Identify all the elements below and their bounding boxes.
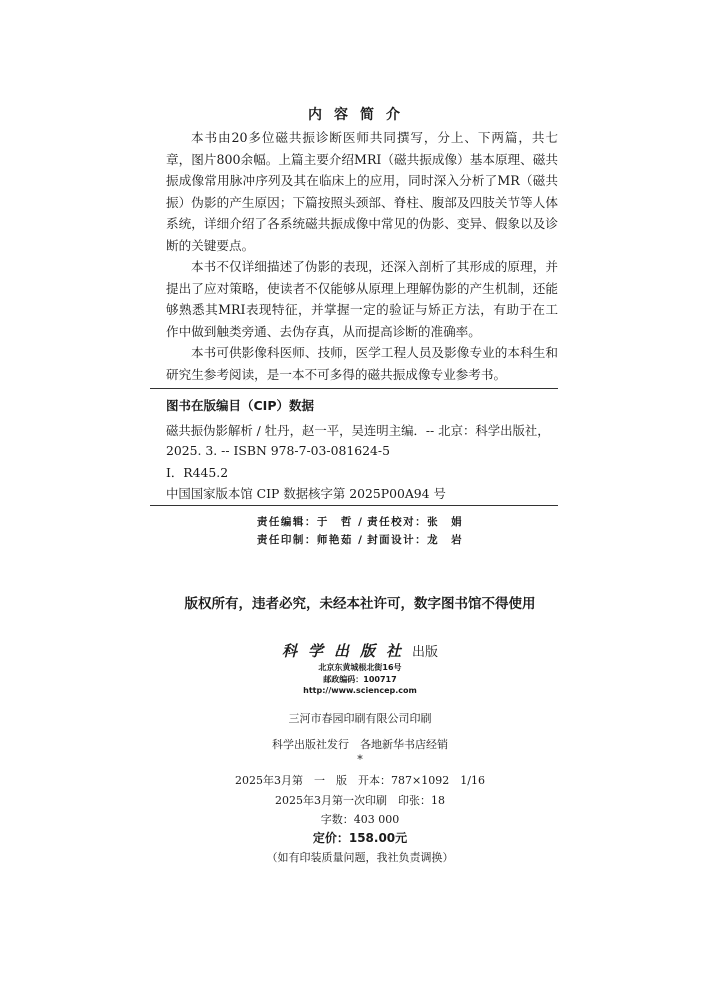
separator-star: * — [357, 753, 363, 766]
intro-body — [166, 127, 558, 385]
publisher-url: http://www.sciencep.com — [303, 686, 417, 695]
proofreader-credit: 责任校对：张 娟 — [367, 516, 464, 528]
intro-title: 内容简介 — [308, 107, 412, 123]
cover-designer-credit: 封面设计：龙 岩 — [367, 534, 464, 546]
publisher-postcode: 邮政编码：100717 — [323, 675, 397, 684]
staff-separator: / — [358, 516, 362, 528]
cip-line-3: Ⅰ．R445.2 — [166, 465, 229, 480]
staff-line-2 — [0, 532, 720, 547]
editor-credit: 责任编辑：于 哲 — [256, 516, 353, 528]
staff-separator: / — [358, 534, 362, 546]
quality-notice: （如有印装质量问题，我社负责调换） — [266, 851, 454, 864]
intro-paragraph-3: 本书可供影像科医师、技师，医学工程人员及影像专业的本科生和研究生参考阅读，是一本不可多得的磁共振成像专业参考书。 — [166, 345, 558, 382]
word-count: 字数：403 000 — [320, 813, 400, 826]
printer-line: 三河市春园印刷有限公司印刷 — [288, 712, 432, 725]
cip-line-2: 2025. 3. -- ISBN 978-7-03-081624-5 — [166, 443, 390, 458]
publisher-suffix: 出版 — [412, 645, 439, 660]
intro-paragraph-2: 本书不仅详细描述了伪影的表现，还深入剖析了其形成的原理，并提出了应对策略，使读者不仅能够从原理上理解伪影的产生机制，还能够熟悉其MRI表现特征，并掌握一定的验证与矫正方法，有助于在工作中做到触类旁通、去伪存真，从而提高诊断的准确率。 — [166, 259, 558, 339]
price: 定价：158.00元 — [312, 831, 408, 845]
distribution-line: 科学出版社发行 各地新华书店经销 — [272, 738, 448, 751]
print-supervisor-credit: 责任印制：师艳茹 — [256, 534, 353, 546]
copyright-notice: 版权所有，违者必究，未经本社许可，数字图书馆不得使用 — [184, 596, 536, 612]
cip-line-4: 中国国家版本馆 CIP 数据核字第 2025P00A94 号 — [166, 486, 446, 501]
edition-line: 2025年3月第 一 版 开本：787×1092 1/16 — [235, 774, 485, 787]
intro-paragraph-1: 本书由20多位磁共振诊断医师共同撰写，分上、下两篇，共七章，图片800余幅。上篇主要介绍MRI（磁共振成像）基本原理、磁共振成像常用脉冲序列及其在临床上的应用，同时深入分析了MR（磁共振）伪影的产生原因；下篇按照头颈部、脊柱、腹部及四肢关节等人体系统，详细介绍了各系统磁共振成像中常见的伪影、变异、假象以及诊断的关键要点。 — [166, 130, 558, 253]
publisher-address: 北京东黄城根北街16号 — [318, 663, 402, 672]
cip-title: 图书在版编目（CIP）数据 — [166, 398, 314, 413]
cip-line-1: 磁共振伪影解析 / 牡丹，赵一平，吴连明主编．-- 北京：科学出版社， — [166, 423, 550, 438]
cip-top-divider — [150, 388, 558, 389]
publisher-line — [0, 640, 720, 661]
publisher-name: 科学出版社 — [281, 642, 412, 660]
cip-bottom-divider — [150, 505, 558, 506]
printing-line: 2025年3月第一次印刷 印张：18 — [275, 794, 445, 807]
staff-line-1 — [0, 514, 720, 529]
